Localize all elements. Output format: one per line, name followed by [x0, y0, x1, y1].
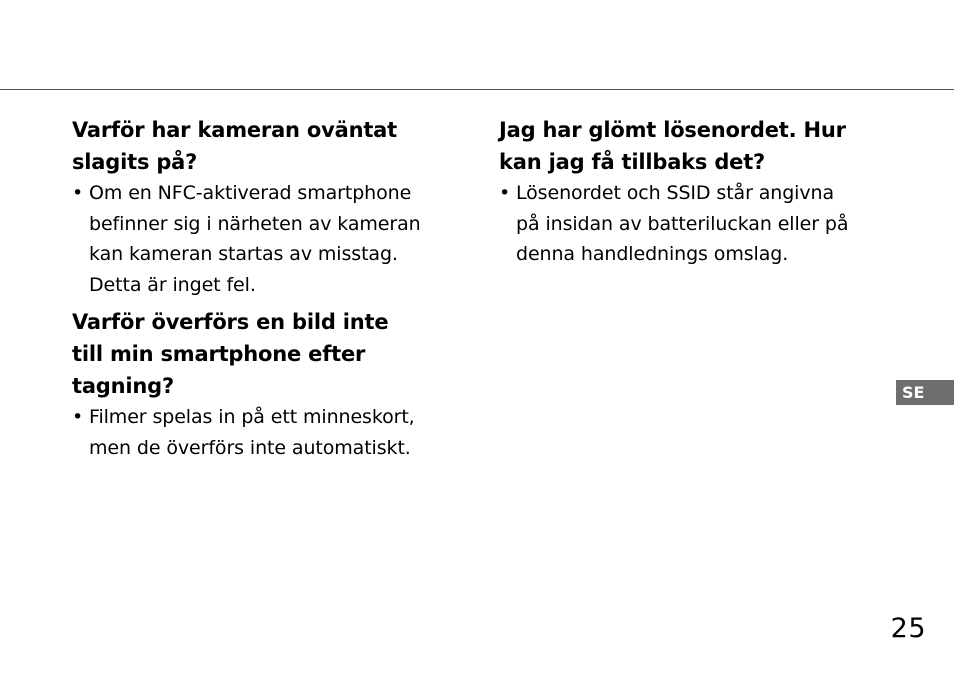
- answer-item: [499, 178, 899, 270]
- language-tab: SE: [896, 380, 954, 405]
- bullet-icon: •: [72, 406, 84, 428]
- faq-section: [499, 114, 899, 270]
- faq-section: [72, 114, 462, 300]
- question-line: till min smartphone efter: [72, 342, 366, 366]
- answer-line: men de överförs inte automatiskt.: [89, 436, 411, 459]
- question-line: tagning?: [72, 374, 174, 398]
- left-column: [72, 114, 462, 463]
- answer-line: befinner sig i närheten av kameran: [89, 212, 421, 235]
- faq-question: [72, 114, 462, 178]
- answer-item: [72, 402, 462, 463]
- answer-line: Filmer spelas in på ett minneskort,: [89, 406, 415, 428]
- faq-question: [499, 114, 899, 178]
- faq-answer-list: [72, 402, 462, 463]
- bullet-icon: •: [72, 182, 84, 204]
- faq-answer-list: [499, 178, 899, 270]
- answer-line: Detta är inget fel.: [89, 273, 256, 296]
- answer-line: Lösenordet och SSID står angivna: [516, 182, 834, 204]
- question-line: Varför har kameran oväntat: [72, 118, 397, 142]
- answer-line: på insidan av batteriluckan eller på: [516, 212, 849, 235]
- right-column: [499, 114, 899, 270]
- answer-line: denna handlednings omslag.: [516, 243, 789, 265]
- question-line: Jag har glömt lösenordet. Hur: [499, 118, 846, 142]
- answer-item: [72, 178, 462, 300]
- faq-section: [72, 306, 462, 463]
- question-line: slagits på?: [72, 150, 198, 174]
- faq-answer-list: [72, 178, 462, 300]
- question-line: Varför överförs en bild inte: [72, 310, 389, 334]
- bullet-icon: •: [499, 182, 511, 204]
- answer-line: Om en NFC-aktiverad smartphone: [89, 182, 412, 204]
- page-number: 25: [890, 613, 926, 644]
- header-rule: [0, 89, 954, 90]
- answer-line: kan kameran startas av misstag.: [89, 243, 398, 265]
- faq-question: [72, 306, 462, 402]
- question-line: kan jag få tillbaks det?: [499, 150, 766, 174]
